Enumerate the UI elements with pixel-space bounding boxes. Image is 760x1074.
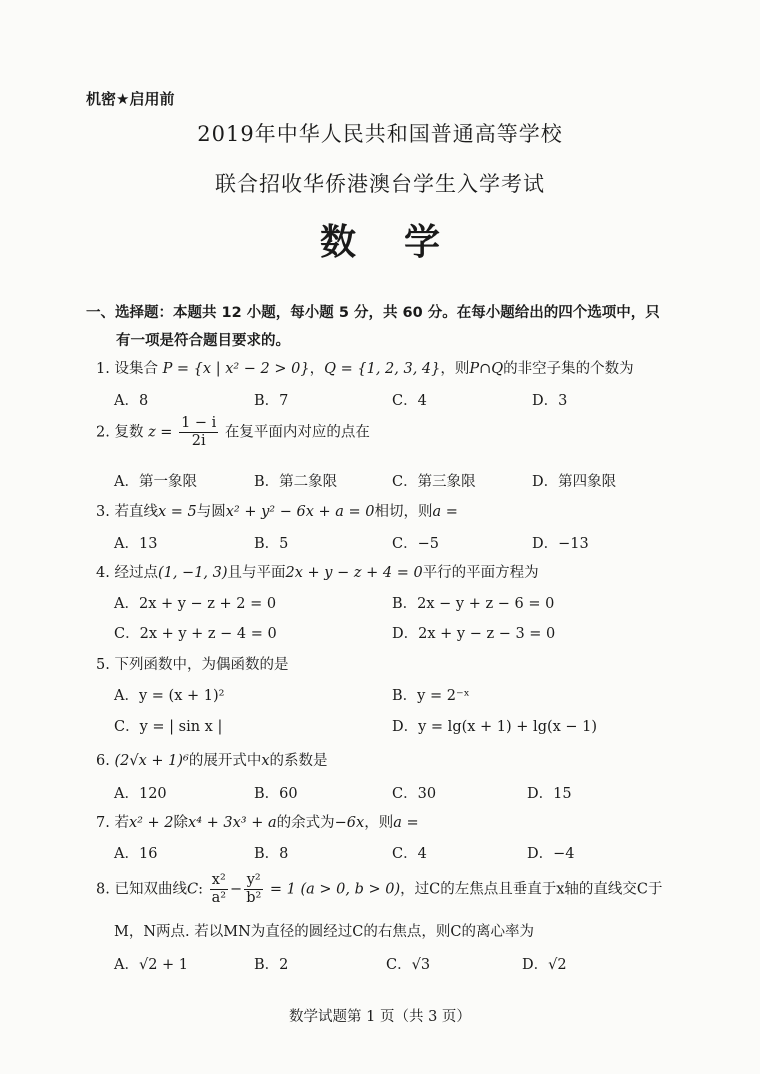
- question-number: 5.: [96, 657, 110, 673]
- option-c: C．4: [392, 846, 427, 862]
- fraction-numerator: 1 − i: [181, 415, 217, 431]
- math-expression: x = 5: [157, 504, 197, 520]
- option-a: A．2x + y − z + 2 = 0: [114, 596, 277, 612]
- question-text: ，过C的左焦点且垂直于x轴的直线交C于: [400, 881, 663, 898]
- subject-title: 数学: [319, 222, 488, 263]
- math-expression: Q = {1, 2, 3, 4}: [324, 361, 441, 377]
- question-3: [96, 500, 458, 521]
- question-6: [96, 749, 328, 770]
- option-c: C．4: [392, 393, 427, 409]
- math-expression: (2√x + 1)⁶: [114, 753, 189, 769]
- option-a: A．第一象限: [114, 474, 197, 490]
- fraction: [179, 415, 218, 450]
- fraction-denominator: 2i: [191, 433, 206, 449]
- option-d: D．√2: [522, 957, 567, 973]
- question-number: 3.: [96, 504, 110, 520]
- option-c: C．第三象限: [392, 474, 476, 490]
- option-d: D．−4: [527, 846, 575, 862]
- section-instructions: [86, 299, 686, 355]
- exam-title-line1: 2019年中华人民共和国普通高等学校: [197, 122, 563, 146]
- exam-title-line2: 联合招收华侨港澳台学生入学考试: [215, 172, 545, 196]
- option-c: C．30: [392, 786, 437, 802]
- option-a: A．120: [114, 786, 167, 802]
- question-2: [96, 415, 370, 450]
- math-expression: z =: [148, 424, 173, 441]
- option-b: B．y = 2⁻ˣ: [392, 688, 470, 704]
- question-number: 2.: [96, 424, 110, 441]
- question-text: 相切，则: [374, 504, 433, 520]
- math-expression: (1, −1, 3): [157, 565, 228, 581]
- option-d: D．y = lg(x + 1) + lg(x − 1): [392, 719, 598, 735]
- question-text: 的展开式中: [188, 753, 262, 769]
- option-a: A．13: [114, 536, 158, 552]
- math-expression: −6x: [334, 815, 365, 831]
- question-text: 的系数是: [269, 753, 328, 769]
- fraction: [210, 872, 228, 907]
- option-d: D．第四象限: [532, 474, 617, 490]
- fraction: [244, 872, 263, 907]
- question-text: 已知双曲线: [114, 881, 187, 898]
- question-text: 与圆: [196, 504, 226, 520]
- question-text: 且与平面: [227, 565, 286, 581]
- question-5: [96, 653, 288, 674]
- option-a: A．8: [114, 393, 149, 409]
- fraction-denominator: b²: [246, 890, 262, 906]
- math-expression: = 1 (a > 0, b > 0): [269, 881, 401, 898]
- question-text: ，: [309, 361, 325, 377]
- option-b: B．2: [254, 957, 289, 973]
- option-d: D．3: [532, 393, 568, 409]
- page-footer: 数学试题第 1 页（共 3 页）: [289, 1009, 471, 1025]
- option-c: C．−5: [392, 536, 439, 552]
- question-7: [96, 811, 419, 832]
- option-b: B．第二象限: [254, 474, 338, 490]
- question-number: 6.: [96, 753, 110, 769]
- option-d: D．2x + y − z − 3 = 0: [392, 626, 556, 642]
- math-expression: x² + 2: [128, 815, 174, 831]
- math-expression: x² + y² − 6x + a = 0: [225, 504, 375, 520]
- fraction-numerator: y²: [244, 872, 263, 890]
- question-text: 的余式为: [276, 815, 335, 831]
- question-text: 经过点: [114, 565, 158, 581]
- question-number: 8.: [96, 881, 110, 898]
- math-expression: P∩Q: [469, 361, 504, 377]
- option-a: A．y = (x + 1)²: [114, 688, 225, 704]
- question-4: [96, 561, 539, 582]
- option-a: A．16: [114, 846, 158, 862]
- fraction-denominator: a²: [211, 890, 227, 906]
- math-expression: C: [186, 881, 199, 898]
- option-b: B．60: [254, 786, 298, 802]
- question-text: 平行的平面方程为: [422, 565, 539, 581]
- option-b: B．5: [254, 536, 289, 552]
- option-d: D．15: [527, 786, 572, 802]
- math-expression: a =: [393, 815, 419, 831]
- question-8-line2: M，N两点. 若以MN为直径的圆经过C的右焦点，则C的离心率为: [114, 924, 534, 940]
- question-number: 4.: [96, 565, 110, 581]
- math-expression: 2x + y − z + 4 = 0: [285, 565, 423, 581]
- math-expression: x: [261, 753, 270, 769]
- option-b: B．7: [254, 393, 289, 409]
- option-c: C．2x + y + z − 4 = 0: [114, 626, 277, 642]
- math-expression: P = {x | x² − 2 > 0}: [162, 361, 310, 377]
- question-text: ，则: [364, 815, 394, 831]
- option-b: B．8: [254, 846, 289, 862]
- question-number: 7.: [96, 815, 110, 831]
- question-text: 复数: [114, 424, 144, 441]
- option-c: C．y = | sin x |: [114, 719, 223, 735]
- section-line1: 一、选择题：本题共 12 小题，每小题 5 分，共 60 分。在每小题给出的四个选项中，只: [86, 305, 660, 321]
- question-8: 8. 已知双曲线C: $\frac{\text{x²}}{\text{a²}}$ − $\frac{\text{y²}}{\text{b²}}$ = 1 (a > 0, b > 0)，过C的左焦点且垂直于x轴的直线交C于: [96, 872, 663, 906]
- question-text: 的非空子集的个数为: [503, 361, 634, 377]
- question-1: [96, 357, 634, 378]
- option-d: D．−13: [532, 536, 589, 552]
- question-text: 除: [173, 815, 189, 831]
- question-text: ，则: [440, 361, 470, 377]
- math-expression: a =: [432, 504, 458, 520]
- option-c: C．√3: [386, 957, 431, 973]
- section-line2: 有一项是符合题目要求的。: [116, 333, 290, 349]
- question-number: 1.: [96, 361, 110, 377]
- option-a: A．√2 + 1: [114, 957, 189, 973]
- question-text: 若: [114, 815, 129, 831]
- question-text: 在复平面内对应的点在: [224, 424, 370, 441]
- fraction-numerator: x²: [210, 872, 228, 890]
- option-b: B．2x − y + z − 6 = 0: [392, 596, 555, 612]
- confidential-label: 机密★启用前: [86, 90, 175, 108]
- question-text: 若直线: [114, 504, 158, 520]
- question-text: 下列函数中，为偶函数的是: [114, 657, 289, 673]
- question-text: 设集合: [114, 361, 158, 377]
- math-expression: x⁴ + 3x³ + a: [188, 815, 277, 831]
